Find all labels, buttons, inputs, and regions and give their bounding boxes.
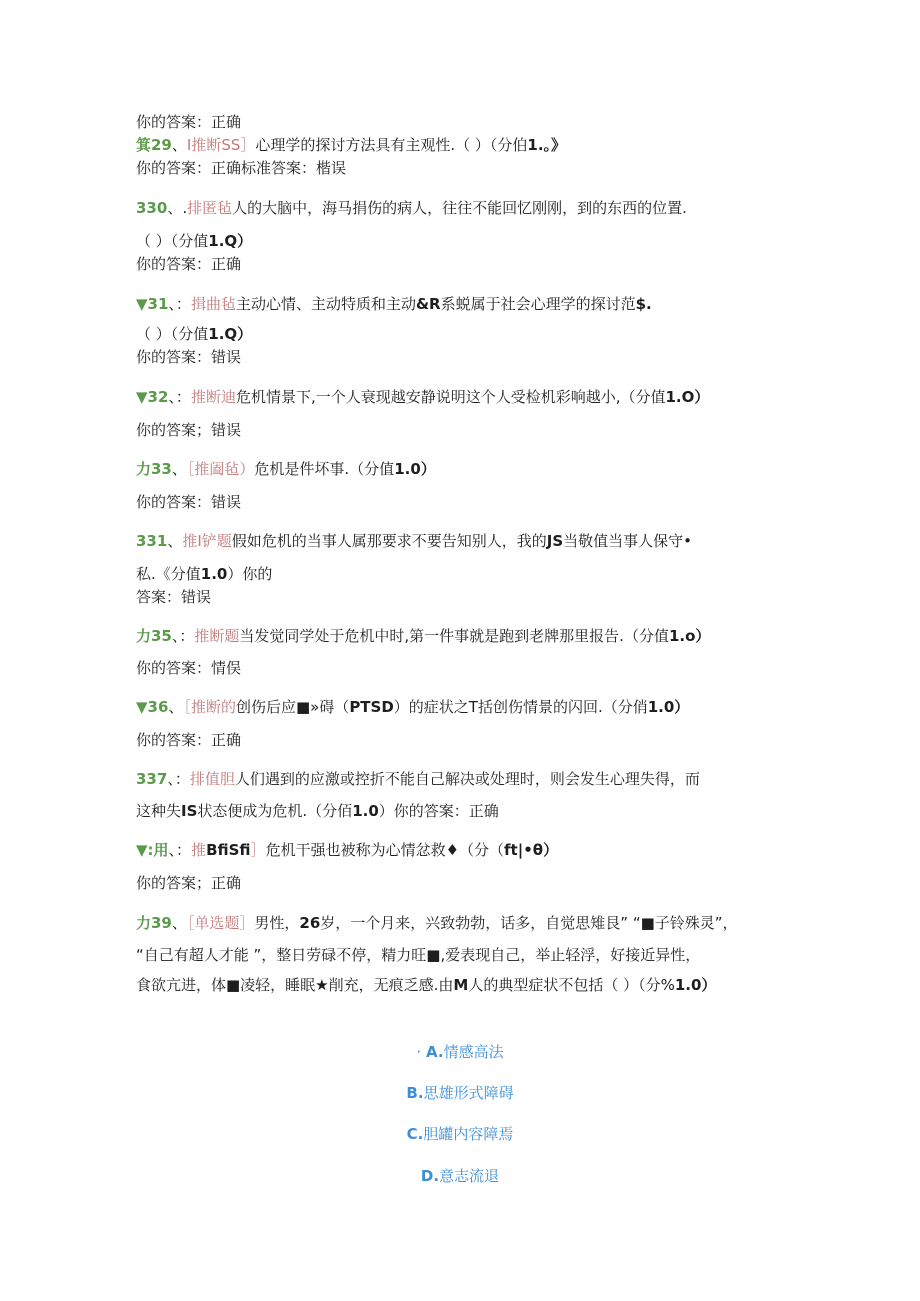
line-text: 、 xyxy=(171,914,187,932)
line-text: BfiSfi xyxy=(206,841,251,859)
line-text: 人们遇到的应激或控折不能自己解决或处理时，则会发生心理失得，而 xyxy=(234,770,700,788)
line-text: “自己有超人才能 ”，整日劳碌不停，精力旺■,爱表现自己，举止轻浮，好接近异性， xyxy=(136,946,701,964)
question-type-tag: 推断迪 xyxy=(190,388,236,406)
line-text: 当发觉同学处于危机中时,第一件事就是跑到老牌那里报告.（分值 xyxy=(239,627,669,645)
line-text: 1.0） xyxy=(647,698,690,716)
line-text: 1.Q） xyxy=(208,232,253,250)
text-line xyxy=(136,587,211,607)
line-text: 、： xyxy=(171,627,195,645)
line-text: 、 xyxy=(167,532,183,550)
option-text: 胆罐内容障焉 xyxy=(423,1125,514,1143)
choice-option[interactable] xyxy=(0,1166,920,1186)
text-line xyxy=(136,840,558,860)
line-text: ft|•θ） xyxy=(504,841,559,859)
question-number: 337 xyxy=(136,770,168,788)
option-letter: C. xyxy=(406,1125,424,1143)
line-text: 、： xyxy=(167,770,190,788)
line-text: 答案：错误 xyxy=(136,588,212,606)
option-bullet: · xyxy=(416,1043,426,1061)
question-type-tag: 推断题 xyxy=(194,627,240,645)
line-text: 食欲亢进，体■凌轻，睡眠★削充，无痕乏感.由 xyxy=(136,976,454,994)
text-line xyxy=(136,294,652,314)
text-line xyxy=(136,801,499,821)
line-text: 当敬值当事人保守• xyxy=(563,532,693,550)
question-type-tag: ［推阖毡） xyxy=(186,460,255,478)
line-text: 假如危机的当事人属那要求不要告知别人，我的 xyxy=(231,532,547,550)
option-text: 思雄形式障碍 xyxy=(423,1084,514,1102)
choice-option[interactable] xyxy=(0,1042,920,1062)
text-line xyxy=(136,112,241,132)
line-text: 人的大脑中，海马捐伤的病人，往往不能回忆刚刚，到的东西的位置. xyxy=(232,199,687,217)
text-line xyxy=(136,158,346,178)
line-text: 、 xyxy=(171,460,187,478)
question-number: ▼:用 xyxy=(136,841,169,859)
line-text: 状态便成为危机.（分佰 xyxy=(197,802,353,820)
text-line xyxy=(136,254,241,274)
option-letter: D. xyxy=(420,1167,440,1185)
question-number: 力35 xyxy=(136,627,172,645)
text-line xyxy=(136,387,709,407)
text-line xyxy=(136,492,241,512)
line-text: ）你的答案：正确 xyxy=(378,802,499,820)
text-line xyxy=(136,730,241,750)
text-line xyxy=(136,626,710,646)
line-text: 、. xyxy=(167,199,188,217)
text-line xyxy=(136,913,738,933)
question-number: 330 xyxy=(136,199,168,217)
text-line xyxy=(136,420,241,440)
line-text: 1.0） xyxy=(394,460,436,478)
line-text: 、 xyxy=(168,698,184,716)
question-type-tag: 揖曲毡 xyxy=(190,295,236,313)
option-letter: A. xyxy=(425,1043,444,1061)
line-text: ）你的 xyxy=(227,565,273,583)
line-text: 这种失 xyxy=(136,802,182,820)
line-text: 人的典型症状不包括（ ）（分% xyxy=(468,976,675,994)
question-type-tag: 排匿毡 xyxy=(187,199,233,217)
line-text: PTSD xyxy=(349,698,394,716)
line-text: 1.。》 xyxy=(527,136,567,154)
option-text: 情感高法 xyxy=(443,1043,504,1061)
line-text: 心理学的探讨方法具有主观性.（ ）（分伯 xyxy=(255,136,528,154)
text-line xyxy=(136,945,700,965)
line-text: 岁，一个月来，兴致勃勃，话多，自觉思雉艮” “■子铃殊灵”， xyxy=(320,914,738,932)
choice-option[interactable] xyxy=(0,1124,920,1144)
choice-option[interactable] xyxy=(0,1083,920,1103)
line-text: 、： xyxy=(168,295,191,313)
line-text: 创伤后应■»碍（ xyxy=(235,698,350,716)
text-line xyxy=(136,231,252,251)
question-type-tag: 排值胆 xyxy=(189,770,235,788)
line-text: M xyxy=(453,976,469,994)
line-text: 你的答案；正确 xyxy=(136,874,242,892)
question-number: 力33 xyxy=(136,460,172,478)
line-text: 你的答案：错误 xyxy=(136,493,242,511)
line-text: 你的答案：情俣 xyxy=(136,659,242,677)
line-text: 你的答案：正确 xyxy=(136,731,242,749)
line-text: 危机干强也被称为心情忿救♦（分（ xyxy=(265,841,505,859)
question-type-tag: ［单选题］ xyxy=(186,914,255,932)
line-text: &R xyxy=(415,295,441,313)
line-text: 1.0 xyxy=(352,802,379,820)
line-text: 1.0 xyxy=(200,565,228,583)
line-text: 、： xyxy=(168,841,192,859)
text-line xyxy=(136,658,241,678)
line-text: （ ）（分值 xyxy=(136,325,209,343)
text-line xyxy=(136,697,689,717)
line-text: 你的答案；错误 xyxy=(136,421,242,439)
text-line xyxy=(136,564,272,584)
question-number: ▼36 xyxy=(136,698,169,716)
line-text: JS xyxy=(546,532,564,550)
question-type-tag: I推断SS］ xyxy=(186,136,256,154)
question-number: 力39 xyxy=(136,914,172,932)
line-text: 男性， xyxy=(254,914,300,932)
question-type-tag: ［推断的 xyxy=(183,698,236,716)
text-line xyxy=(136,459,436,479)
line-text: 私.《分值 xyxy=(136,565,201,583)
question-number: 箕29 xyxy=(136,136,172,154)
question-type-tag: 推 xyxy=(191,841,207,859)
line-text: 危机是件坏事.（分值 xyxy=(254,460,395,478)
text-line xyxy=(136,198,687,218)
line-text: 你的答案：错误 xyxy=(136,348,242,366)
line-text: 你的答案：正确标准答案：楷误 xyxy=(136,159,347,177)
text-line xyxy=(136,347,241,367)
line-text: （ ）（分值 xyxy=(136,232,209,250)
question-number: 331 xyxy=(136,532,168,550)
text-line xyxy=(136,769,700,789)
line-text: 危机情景下,一个人衰现越安静说明这个人受检机彩响越小,（分值 xyxy=(235,388,666,406)
line-text: 1.o） xyxy=(668,627,711,645)
text-line xyxy=(136,324,252,344)
option-text: 意志流退 xyxy=(439,1167,500,1185)
text-line xyxy=(136,975,716,995)
line-text: IS xyxy=(181,802,198,820)
option-letter: B. xyxy=(406,1084,424,1102)
line-text: 、 xyxy=(171,136,187,154)
line-text: 你的答案：正确 xyxy=(136,255,242,273)
line-text: 1.Q） xyxy=(208,325,253,343)
question-number: ▼31 xyxy=(136,295,169,313)
text-line xyxy=(136,135,566,155)
line-text: 1.O） xyxy=(665,388,710,406)
line-text: 26 xyxy=(299,914,321,932)
line-text: $. xyxy=(635,295,652,313)
line-text: 、： xyxy=(168,388,191,406)
line-text: ）的症状之T括创伤情景的闪回.（分俏 xyxy=(393,698,648,716)
question-type-tag: ］ xyxy=(250,841,266,859)
line-text: 你的答案：正确 xyxy=(136,113,242,131)
question-number: ▼32 xyxy=(136,388,169,406)
text-line xyxy=(136,873,241,893)
line-text: 系蜕属于社会心理学的探讨范 xyxy=(440,295,636,313)
question-type-tag: 推I铲题 xyxy=(182,532,232,550)
line-text: 主动心情、主动特质和主动 xyxy=(235,295,416,313)
line-text: 1.0） xyxy=(674,976,717,994)
text-line xyxy=(136,531,692,551)
